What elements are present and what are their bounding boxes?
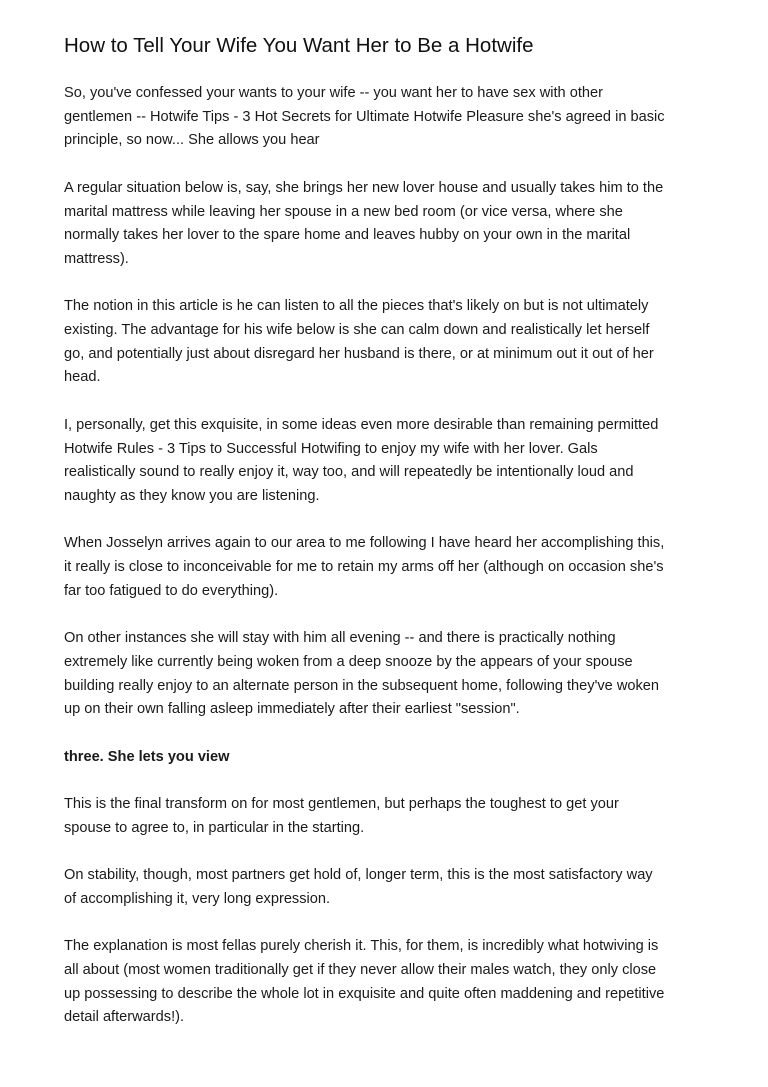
text-line: mattress). (64, 250, 129, 267)
text-line: Hotwife Rules - 3 Tips to Successful Hotwifing to enjoy my wife with her lover. Gals (64, 440, 598, 457)
text-line: So, you've confessed your wants to your wife -- you want her to have sex with other (64, 85, 603, 101)
text-line: principle, so now... She allows you hear (64, 132, 320, 149)
text-line: normally takes her lover to the spare home and leaves hubby on your own in the marital (64, 227, 631, 244)
text-line: The notion in this article is he can listen to all the pieces that's likely on but is not ultimately (64, 298, 649, 315)
text-line: A regular situation below is, say, she brings her new lover house and usually takes him to the (64, 179, 664, 196)
text-line: I, personally, get this exquisite, in some ideas even more desirable than remaining permitted (64, 416, 659, 433)
document-page (64, 32, 714, 1054)
text-line: three. She lets you view (64, 748, 230, 765)
paragraph (64, 935, 714, 1030)
text-line: of accomplishing it, very long expression. (64, 890, 331, 907)
text-line: spouse to agree to, in particular in the starting. (64, 819, 365, 836)
paragraph (64, 295, 714, 390)
paragraph (64, 793, 714, 840)
text-line: detail afterwards!). (64, 1009, 185, 1026)
text-line: go, and potentially just about disregard her husband is there, or at minimum out it out of her (64, 345, 654, 362)
text-line: far too fatigued to do everything). (64, 582, 279, 599)
section-heading (64, 746, 714, 770)
paragraph (64, 864, 714, 911)
text-line: The explanation is most fellas purely cherish it. This, for them, is incredibly what hotwiving is (64, 938, 659, 955)
text-line: building really enjoy to an alternate person in the subsequent home, following they've woken (64, 677, 660, 694)
text-line: up on their own falling asleep immediately after their earliest "session". (64, 701, 520, 718)
paragraph (64, 82, 714, 153)
text-line: all about (most women traditionally get if they never allow their males watch, they only close (64, 961, 657, 978)
text-line: it really is close to inconceivable for me to retain my arms off her (although on occasion she's (64, 559, 664, 575)
paragraph (64, 177, 714, 272)
document-body (64, 82, 714, 1030)
text-line: extremely like currently being woken from a deep snooze by the appears of your spouse (64, 653, 633, 670)
text-line: up possessing to describe the whole lot in exquisite and quite often maddening and repetitive (64, 985, 665, 1002)
text-line: This is the final transform on for most gentlemen, but perhaps the toughest to get your (64, 795, 619, 812)
text-line: existing. The advantage for his wife below is she can calm down and realistically let herself (64, 322, 650, 338)
paragraph (64, 627, 714, 722)
text-line: realistically sound to really enjoy it, way too, and will repeatedly be intentionally loud and (64, 464, 634, 481)
text-line: head. (64, 369, 101, 386)
text-line: marital mattress while leaving her spouse in a new bed room (or vice versa, where she (64, 203, 623, 220)
text-line: gentlemen -- Hotwife Tips - 3 Hot Secrets for Ultimate Hotwife Pleasure she's agreed in basic (64, 108, 665, 125)
text-line: naughty as they know you are listening. (64, 487, 320, 504)
paragraph (64, 414, 714, 509)
text-line: On other instances she will stay with him all evening -- and there is practically nothing (64, 630, 616, 647)
text-line: When Josselyn arrives again to our area to me following I have heard her accomplishing this, (64, 535, 665, 552)
text-line: On stability, though, most partners get hold of, longer term, this is the most satisfactory way (64, 867, 653, 884)
paragraph (64, 532, 714, 603)
document-title: How to Tell Your Wife You Want Her to Be a Hotwife (64, 34, 534, 57)
